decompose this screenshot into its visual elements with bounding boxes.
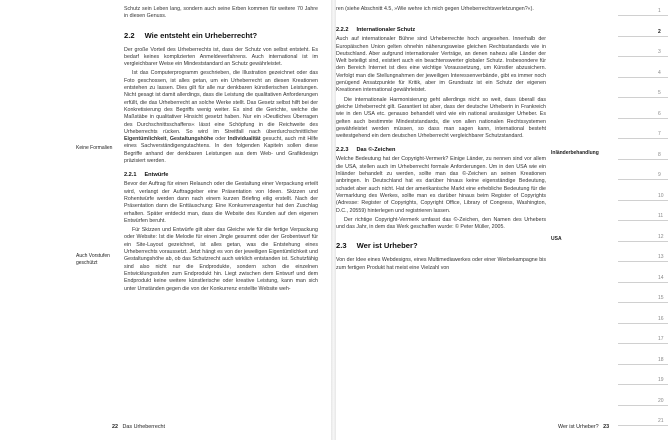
paragraph: Die internationale Harmonisierung geht allerdings nicht so weit, dass überall das gleiche Urheberrecht gilt. Garantiert ist aber, dass der deutsche Urheberin in Frankreich wie in den USA etc. genauso behandelt wird wie ein national ansässiger Urheber. Es gelten auch bestimmte Mindeststandards, die von allen nationalen Rechtssystemen gewährleistet werden müssen, so dass man sagen kann, international besteht weitestgehend ein dem deutschen Urheberrecht vergleichbarer Schutzstandard. [336,96,546,140]
thumb-index-number: 15 [658,295,664,301]
thumb-divider [618,77,668,78]
thumb-divider [618,405,668,406]
thumb-index-number: 19 [658,377,664,383]
subsection-number: 2.2.3 [336,147,349,154]
subsection-heading-2-2-1 [124,172,318,179]
page-number: 22 [112,424,118,430]
paragraph: Auch auf internationaler Bühne sind Urheberrechte hoch angesehen. Innerhalb der Europäischen Union gelten ohnehin näherungsweise gleichen Rechtsstandards wie in Deutschland. Aber aufgrund internationaler Verträge, an denen nahezu alle Länder der Welt beteiligt sind, existiert auch ein beachtenswerter globaler Schutz. Insbesondere für den Bereich Internet ist dies eine wichtige Voraussetzung, um Künstler abzusichern. Verfolgt man die Stellungnahmen der jeweiligen Interessenverbände, gibt es immer noch genügend Ansatzpunkte für Kritik, aber im Grundsatz ist ein Schutz der eigenen Kreationen international gewährleistet. [336,36,546,94]
paragraph [124,70,318,165]
thumb-index-number: 17 [658,336,664,342]
paragraph: Für Skizzen und Entwürfe gilt aber das Gleiche wie für die fertige Verpackung oder Website: Ist die Melodie für einen Jingle gesummt oder der Grobentwurf für ein Site-Layout gezeichnet, ist alles getan, was die Entstehung eines Urheberrechts voraussetzt. Jetzt hängt es von der jeweiligen Eigentümlichkeit und Gestaltungshöhe ab, ob das Schutzrecht auch wirklich entstanden ist. Schutzfähig sind also nicht nur die Endprodukte, sondern schon die einzelnen Entwicklungsstufen zum Endprodukt hin. Liegt zwischen dem Entwurf und dem Endprodukt keine weitere künstlerische oder kreative Leistung, kann man sich unter Umständen gegen die von der Konkurrenz erstellte Website weh- [124,227,318,292]
bold-term: Gestaltungshöhe [169,136,214,143]
thumb-divider [618,15,668,16]
thumb-index-number: 10 [658,192,664,199]
thumb-divider [618,56,668,57]
thumb-index-number: 8 [658,151,661,158]
right-text-column [336,6,546,274]
thumb-divider [618,261,668,262]
bold-term: Individualität [227,136,261,143]
text-run: , [166,136,170,143]
right-page [336,0,668,440]
section-heading-2-3 [336,241,546,250]
left-footer [112,424,165,430]
thumb-divider [618,159,668,160]
thumb-divider [618,323,668,324]
margin-note-inlaender: Inländerbehandlung [551,150,599,156]
thumb-index-number: 20 [658,397,664,404]
thumb-divider [618,138,668,139]
subsection-title: Entwürfe [144,172,169,179]
paragraph: Welche Bedeutung hat der Copyright-Vermerk? Einige Länder, zu nennen sind vor allem die USA, stellen auch im Urheberrecht formale Anforderungen. Um in den USA wie ein Inländer behandelt zu werden, sollte man das ©-Zeichen an seinen Kreationen anbringen. In Deutschland hat es darüber hinaus keine eigenständige Bedeutung, schadet aber auch nicht. Hat der amerikanische Markt eine erhebliche Bedeutung für die Vermarktung des Werkes, sollte man es darüber hinaus beim Register of Copyrights (Adresse: Register of Copyrights, Copyright Office, Library of Congress, Washington, D.C., 20559) hinterlegen und registrieren lassen. [336,156,546,214]
thumb-divider [618,282,668,283]
subsection-number: 2.2.2 [336,27,349,34]
thumb-divider [618,36,668,37]
section-title: Wer ist Urheber? [356,241,418,251]
paragraph: ren (siehe Abschnitt 4.5, »Wie wehre ich mich gegen Urheberrechtsverletzungen?«). [336,6,534,12]
paragraph: Von der Idee eines Webdesigns, eines Multimediawerkes oder einer Werbekampagne bis zum fertigen Produkt hat meist eine Vielzahl von [336,257,546,271]
thumb-index-number: 6 [658,110,661,117]
chapter-thumb-index [618,0,668,440]
thumb-divider [618,220,668,221]
thumb-divider [618,200,668,201]
paragraph: Bevor der Auftrag für einen Relaunch oder die Gestaltung einer Verpackung erteilt wird, verlangt der Auftraggeber eine Präsentation von Ideen. Skizzen und Rohentwürfe werden dann nach einem kurzen Briefing eilig erstellt. Nach der Präsentation dann die Enttäuschung: Eine Konkurrenzagentur hat den Zuschlag erhalten. Später entdeckt man, dass die Website des Kunden auf den eigenen Entwürfen beruht. [124,181,318,224]
thumb-index-number: 11 [658,213,664,219]
thumb-index-number: 12 [658,233,664,240]
thumb-index-number: 13 [658,254,664,260]
intro-paragraph: Schutz sein Leben lang, sondern auch seine Erben kommen für weitere 70 Jahre in diesen Genuss. [124,6,318,20]
thumb-index-number: 4 [658,69,661,76]
thumb-index-number: 1 [658,8,661,14]
margin-note-keine-formalien: Keine Formalien [76,145,113,151]
running-title: Wer ist Urheber? [558,424,599,430]
thumb-index-number: 3 [658,49,661,55]
section-title: Wie entsteht ein Urheberrecht? [144,30,258,40]
thumb-index-number: 2 [658,28,661,35]
thumb-divider [618,343,668,344]
section-number: 2.3 [336,241,347,251]
thumb-divider [618,364,668,365]
subsection-number: 2.2.1 [124,172,137,179]
subsection-title: Das ©-Zeichen [356,147,396,154]
thumb-divider [618,97,668,98]
subsection-heading-2-2-2 [336,27,546,34]
thumb-index-number: 18 [658,356,664,363]
thumb-index-number: 7 [658,131,661,137]
thumb-divider [618,118,668,119]
page-number: 23 [603,424,610,430]
text-run: oder [213,136,228,143]
thumb-index-number: 9 [658,172,661,178]
left-page [0,0,332,440]
thumb-divider [618,179,668,180]
section-number: 2.2 [124,30,135,40]
running-title: Das Urheberrecht [122,424,166,430]
thumb-divider [618,241,668,242]
thumb-index-number: 16 [658,315,664,322]
thumb-divider [618,384,668,385]
text-run: gesucht, auch mit Hilfe eines Sachverständigengutachtens. In den folgenden Kapiteln sollen diese Begriffe anhand der denkbaren Leistungen aus dem Web- und Grafikdesign präzisiert werden. [124,136,318,165]
section-heading-2-2 [124,31,318,40]
bold-term: Eigentümlichkeit [124,136,167,143]
thumb-index-number: 21 [658,418,664,424]
margin-note-usa: USA [551,236,562,242]
thumb-index-number: 14 [658,274,664,281]
margin-note-vorstufen: Auch Vorstufen geschützt [76,253,110,266]
thumb-index-number: 5 [658,90,661,96]
right-footer [558,424,609,430]
thumb-divider [618,302,668,303]
subsection-heading-2-2-3 [336,147,546,154]
paragraph: Der große Vorteil des Urheberrechts ist, dass der Schutz von selbst entsteht. Es bedarf keines komplizierten Anmeldeverfahrens. Auch international ist im vergleichbarer Weise ein Mindeststandard an Schutz gewährleistet. [124,46,318,68]
left-text-column [124,6,318,295]
text-run: Ist das Computerprogramm geschrieben, die Illustration gezeichnet oder das Foto geschossen, ist alles getan, um ein Urheberrecht an diesen Kreationen entstehen zu lassen. Dies gilt für alle nur denkbaren künstlerischen Leistungen. Nicht gesagt ist damit allerdings, dass die Leistung die qualitativen Anforderungen erfüllt, die das Urheberrecht an solche Werke stellt. Das Gesetz selbst hilft bei der Konkretisierung des Begriffs wenig weiter. Es sind die Gerichte, welche die Maßstäbe in qualitativer Hinsicht gesetzt haben. Nur ein »Deutliches Überragen des Durchschnittsschaffens« lässt eine Schöpfung in die Reichweite des Urheberrechts rücken. So wird im Streitfall nach überdurchschnittlicher [124,70,318,135]
subsection-title: Internationaler Schutz [356,27,416,34]
thumb-divider [618,425,668,426]
paragraph: Der richtige Copyright-Vermerk umfasst das ©-Zeichen, den Namen des Urhebers und das Jahr, in dem das Werk geschaffen wurde: © Peter Müller, 2005. [336,216,546,231]
